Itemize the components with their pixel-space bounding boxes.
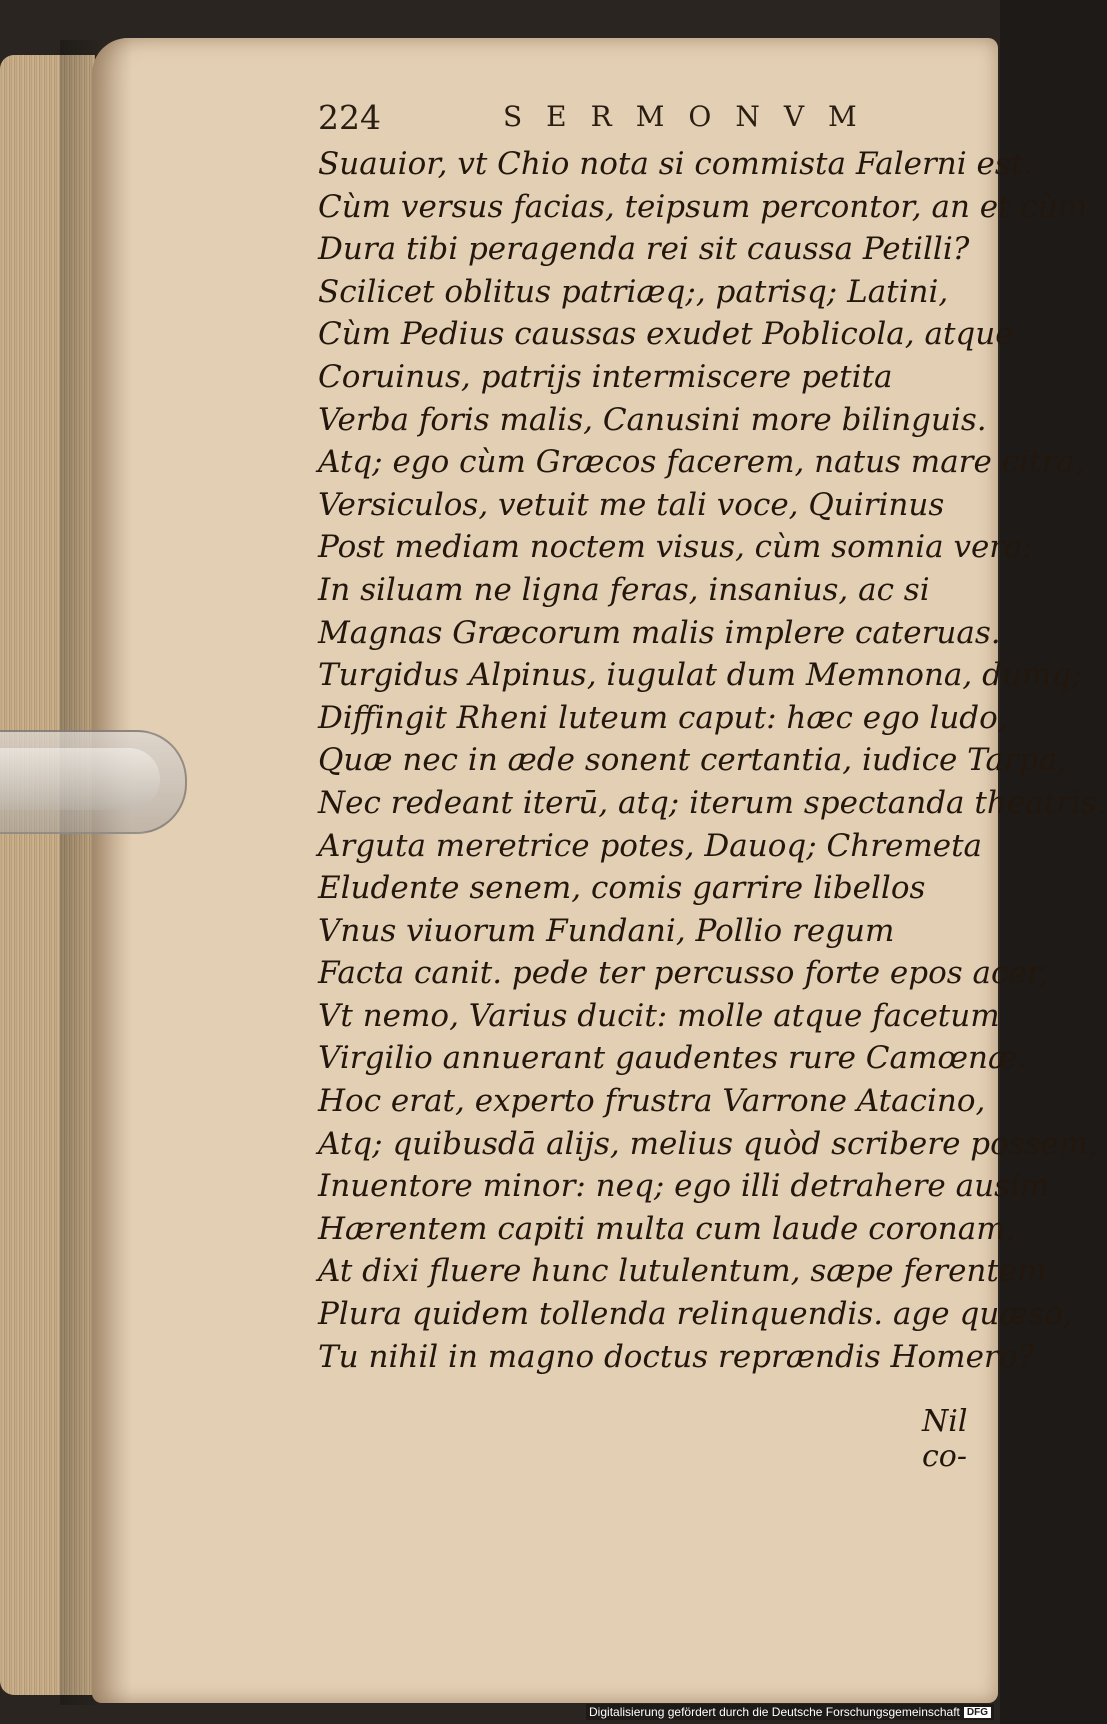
catchword: Nil co- — [922, 1404, 968, 1474]
verse-line: Atq; quibusdā alijs, melius quòd scribere possem, — [318, 1125, 1099, 1162]
verse-line: Inuentore minor: neq; ego illi detrahere ausim — [318, 1168, 1050, 1205]
verse-line: Turgidus Alpinus, iugulat dum Memnona, dumq; — [318, 657, 1082, 694]
verse-line: Vnus viuorum Fundani, Pollio regum — [318, 912, 895, 949]
page-gutter-shadow — [92, 38, 132, 1703]
verse-line: Facta canit. pede ter percusso forte epos acer, — [318, 955, 1048, 992]
verse-line: Cùm versus facias, teipsum percontor, an et cùm — [318, 188, 1088, 225]
page-number: 224 — [318, 98, 381, 137]
verse-line: Atq; ego cùm Græcos facerem, natus mare citra, — [318, 444, 1085, 481]
verse-line: Dura tibi peragenda rei sit caussa Petilli? — [318, 231, 970, 268]
verse-line: Versiculos, vetuit me tali voce, Quirinus — [318, 486, 945, 523]
verse-line: Cùm Pedius caussas exudet Poblicola, atque — [318, 316, 1014, 353]
verse-line: Hærentem capiti multa cum laude coronam. — [318, 1210, 1016, 1247]
verse-line: Vt nemo, Varius ducit: molle atque facetum — [318, 997, 1000, 1034]
verse-line: Virgilio annuerant gaudentes rure Camœnæ. — [318, 1040, 1028, 1077]
credit-text: Digitalisierung gefördert durch die Deutsche Forschungsgemeinschaft — [589, 1705, 960, 1719]
verse-line: Verba foris malis, Canusini more bilinguis. — [318, 401, 987, 438]
verse-line: Suauior, vt Chio nota si commista Falerni est. — [318, 146, 1034, 182]
verse-line: Post mediam noctem visus, cùm somnia vera: — [318, 529, 1034, 566]
verse-line: Diffingit Rheni luteum caput: hæc ego ludo, — [318, 699, 1008, 736]
digitization-credit — [586, 1704, 994, 1720]
dfg-logo: DFG — [964, 1707, 991, 1718]
verse-line: Eludente senem, comis garrire libellos — [318, 870, 926, 907]
verse-line: Quæ nec in æde sonent certantia, iudice Tarpa, — [318, 742, 1067, 779]
verse-line: Magnas Græcorum malis implere cateruas. — [318, 614, 1001, 651]
verse-line: Tu nihil in magno doctus reprændis Homero? — [318, 1338, 1035, 1375]
verse-line: Arguta meretrice potes, Dauoq; Chremeta — [318, 827, 983, 864]
text-block — [318, 143, 1107, 1378]
verse-line: Coruinus, patrijs intermiscere petita — [318, 358, 893, 395]
verse-line: Plura quidem tollenda relinquendis. age quæso, — [318, 1296, 1073, 1333]
verse-line: Hoc erat, experto frustra Varrone Atacino, — [318, 1083, 986, 1120]
verse-line: Scilicet oblitus patriæq;, patrisq; Latini, — [318, 273, 949, 310]
page-clip-highlight — [0, 748, 160, 810]
verse-line: Nec redeant iterū, atq; iterum spectanda theatris. — [318, 784, 1107, 821]
verse-line: In siluam ne ligna feras, insanius, ac si — [318, 571, 930, 608]
running-head: SERMONVM — [503, 100, 881, 133]
verse-line: At dixi fluere hunc lutulentum, sæpe ferentem — [318, 1253, 1047, 1290]
